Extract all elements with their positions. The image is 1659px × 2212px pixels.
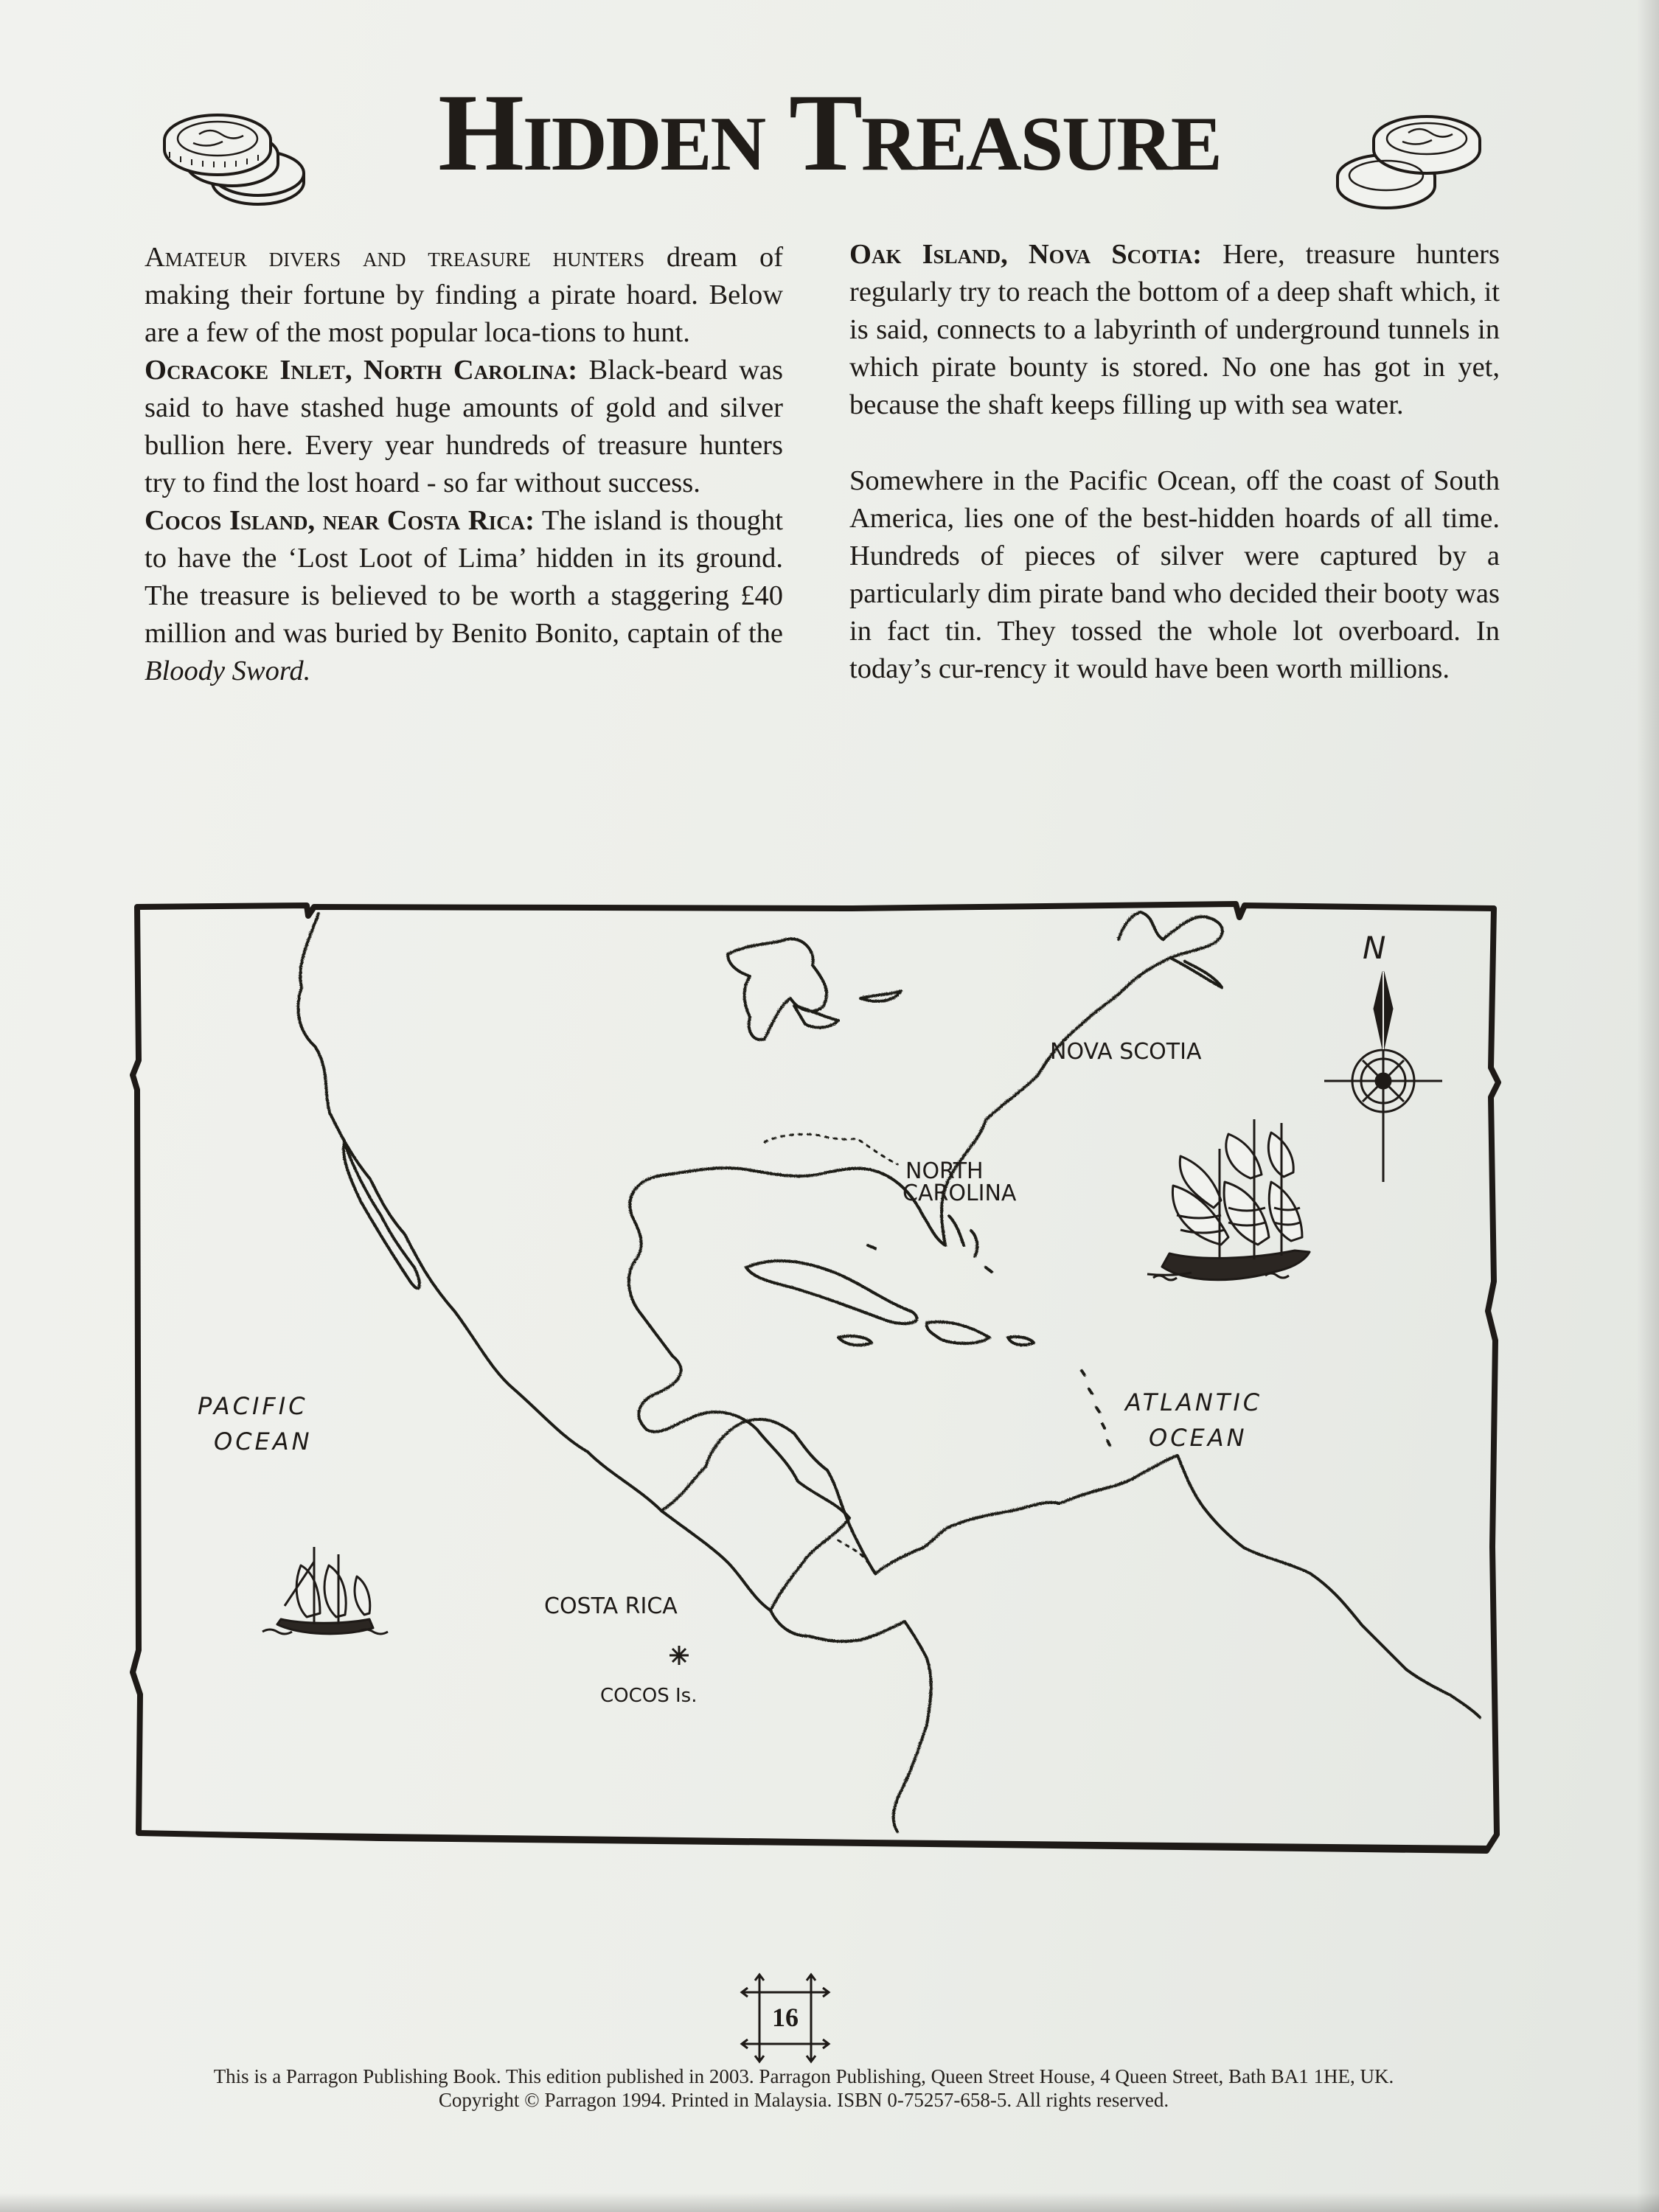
publisher-footer [118, 2065, 1489, 2112]
page-title: Hidden Treasure [438, 72, 1221, 194]
label-cocos-island: COCOS Is. [600, 1685, 698, 1707]
gulf-of-mexico-coast [628, 1167, 945, 1610]
intro-text: dream of making their fortune by finding a pirate hoard. Below are a few of the most popular loca-tions to hunt. [145, 242, 784, 348]
intro-paragraph [145, 239, 783, 352]
label-pacific-ocean-line2: OCEAN [214, 1427, 313, 1455]
ocracoke-paragraph [145, 352, 783, 502]
oak-island-paragraph [849, 236, 1500, 424]
page-number: 16 [772, 2003, 799, 2032]
label-atlantic-ocean-line1: ATLANTIC [1125, 1388, 1263, 1416]
nova-scotia [1169, 957, 1221, 987]
galleon-illustration-atlantic [1147, 1119, 1310, 1280]
yucatan-coast [661, 1419, 952, 1573]
label-north-carolina-line2: CAROLINA [902, 1180, 1017, 1206]
spine-shadow [1637, 0, 1659, 2212]
cocos-island-marker [669, 1646, 689, 1665]
galleon-illustration-pacific [262, 1547, 388, 1634]
right-column [849, 236, 1500, 688]
south-america-coast [952, 1455, 1479, 1717]
ship-name: Bloody Sword. [145, 655, 311, 686]
central-america [770, 1610, 931, 1831]
ocracoke-text: Black-beard was said to have stashed huge amounts of gold and silver bullion here. Every year hundreds of treasure hunters try to find the lost hoard - so far without success. [145, 355, 783, 498]
coins-illustration-right [1305, 96, 1504, 214]
footer-line-2: Copyright © Parragon 1994. Printed in Malaysia. ISBN 0-75257-658-5. All rights reserved. [438, 2089, 1169, 2111]
cocos-heading: Cocos Island, near Costa Rica: [145, 505, 535, 536]
cuba [745, 1260, 916, 1323]
oak-island-heading: Oak Island, Nova Scotia: [849, 239, 1203, 270]
intro-lead: Amateur divers and treasure hunters [145, 242, 645, 273]
jamaica [838, 1335, 871, 1344]
label-pacific-ocean-line1: PACIFIC [198, 1392, 308, 1420]
treasure-map [130, 898, 1503, 1857]
map-border [133, 904, 1498, 1851]
north-carolina-border [764, 1133, 897, 1164]
cocos-text: The island is thought to have the ‘Lost Loot of Lima’ hidden in its ground. The treasure is believed to be worth a staggering £40 million and was buried by Benito Bonito, captain of the [145, 505, 783, 649]
great-lakes [727, 938, 900, 1039]
hispaniola [926, 1321, 1033, 1344]
ocracoke-heading: Ocracoke Inlet, North Carolina: [145, 355, 578, 386]
west-coast [297, 913, 770, 1610]
lesser-antilles [1081, 1370, 1109, 1444]
label-north-carolina-line1: NORTH [905, 1158, 984, 1184]
coins-illustration-left [147, 96, 347, 214]
left-column [145, 239, 783, 690]
page-bottom-edge [0, 2193, 1659, 2212]
oak-island-text: Here, treasure hunters regularly try to reach the bottom of a deep shaft which, it is said, connects to a labyrinth of underground tunnels in which pirate bounty is stored. No one has got in yet, because the shaft keeps filling up with sea water. [849, 239, 1500, 420]
label-nova-scotia: NOVA SCOTIA [1050, 1039, 1202, 1065]
label-costa-rica: COSTA RICA [544, 1593, 678, 1619]
compass-rose [1324, 972, 1442, 1182]
pacific-story-paragraph: Somewhere in the Pacific Ocean, off the coast of South America, lies one of the best-hidden hoards of all time. Hundreds of pieces of silver were captured by a particularly dim pirate band who decided their booty was in fact tin. They tossed the whole lot overboard. In today’s cur-rency it would have been worth millions. [849, 465, 1500, 684]
cocos-paragraph [145, 502, 783, 690]
east-coast [985, 911, 1222, 1119]
baja-california [343, 1141, 419, 1287]
label-atlantic-ocean-line2: OCEAN [1149, 1424, 1248, 1452]
footer-line-1: This is a Parragon Publishing Book. This edition published in 2003. Parragon Publishing, Queen Street House, 4 Queen Street, Bath BA1 1HE, UK. [213, 2065, 1394, 2087]
compass-north-label: N [1363, 930, 1386, 966]
